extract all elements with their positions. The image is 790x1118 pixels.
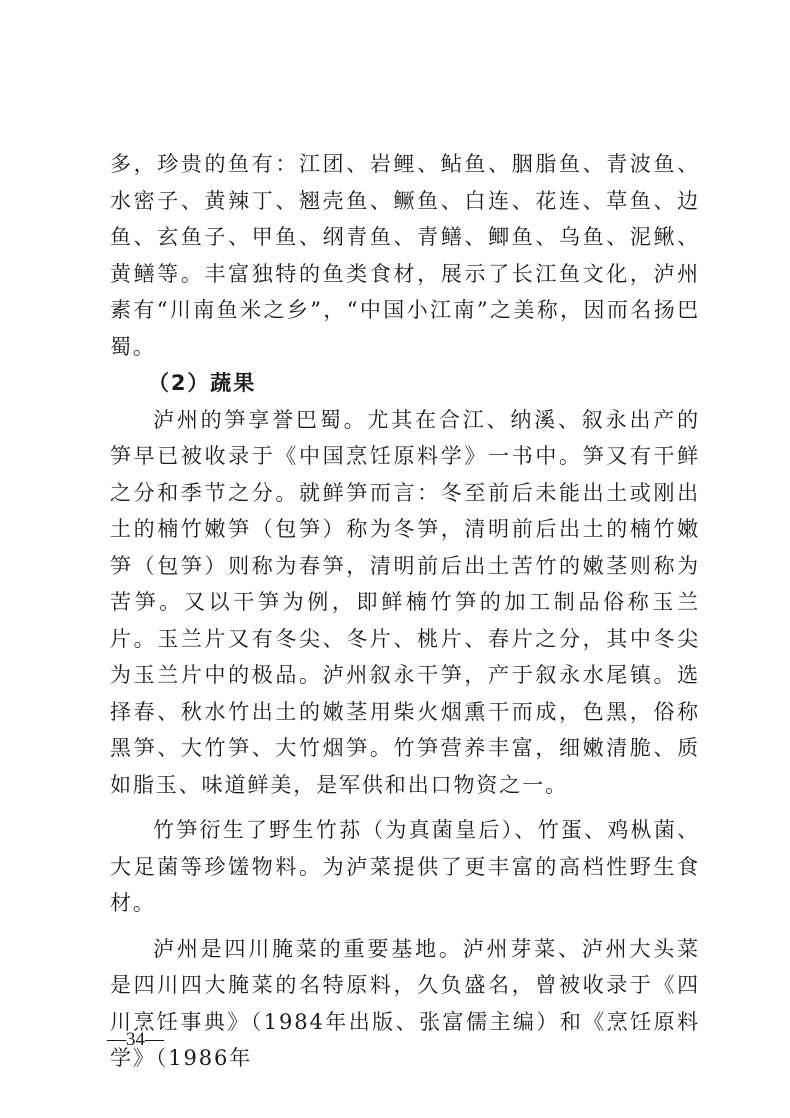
body-text bbox=[110, 146, 700, 1077]
paragraph-pickled-vegetables: 泸州是四川腌菜的重要基地。泸州芽菜、泸州大头菜是四川四大腌菜的名特原料，久负盛名，曾被收录于《四川烹饪事典》（1984年出版、张富儒主编）和《烹饪原料学》（1986年 bbox=[110, 936, 700, 1070]
paragraph-fish-continuation: 多，珍贵的鱼有：江团、岩鲤、鲇鱼、胭脂鱼、青波鱼、水密子、黄辣丁、翘壳鱼、鳜鱼、白连、花连、草鱼、边鱼、玄鱼子、甲鱼、纲青鱼、青鳝、鲫鱼、乌鱼、泥鳅、黄鳝等。丰富独特的鱼类食材，展示了长江鱼文化，泸州素有“川南鱼米之乡”，“中国小江南”之美称，因而名扬巴蜀。 bbox=[110, 152, 700, 359]
page-number: —34— bbox=[107, 1029, 164, 1050]
section-heading-vegetables-fruits: （2）蔬果 bbox=[148, 371, 257, 395]
paragraph-bamboo-shoots: 泸州的笋享誉巴蜀。尤其在合江、纳溪、叙永出产的笋早已被收录于《中国烹饪原料学》一书中。笋又有干鲜之分和季节之分。就鲜笋而言：冬至前后未能出土或刚出土的楠竹嫩笋（包笋）称为冬笋，清明前后出土的楠竹嫩笋（包笋）则称为春笋，清明前后出土苦竹的嫩茎则称为苦笋。又以干笋为例，即鲜楠竹笋的加工制品俗称玉兰片。玉兰片又有冬尖、冬片、桃片、春片之分，其中冬尖为玉兰片中的极品。泸州叙永干笋，产于叙永水尾镇。选择春、秋水竹出土的嫩茎用柴火烟熏干而成，色黑，俗称黑笋、大竹笋、大竹烟笋。竹笋营养丰富，细嫩清脆、质如脂玉、味道鲜美，是军供和出口物资之一。 bbox=[110, 407, 700, 797]
paragraph-wild-fungi: 竹笋衍生了野生竹荪（为真菌皇后）、竹蛋、鸡枞菌、大足菌等珍馐物料。为泸菜提供了更丰富的高档性野生食材。 bbox=[110, 818, 700, 915]
